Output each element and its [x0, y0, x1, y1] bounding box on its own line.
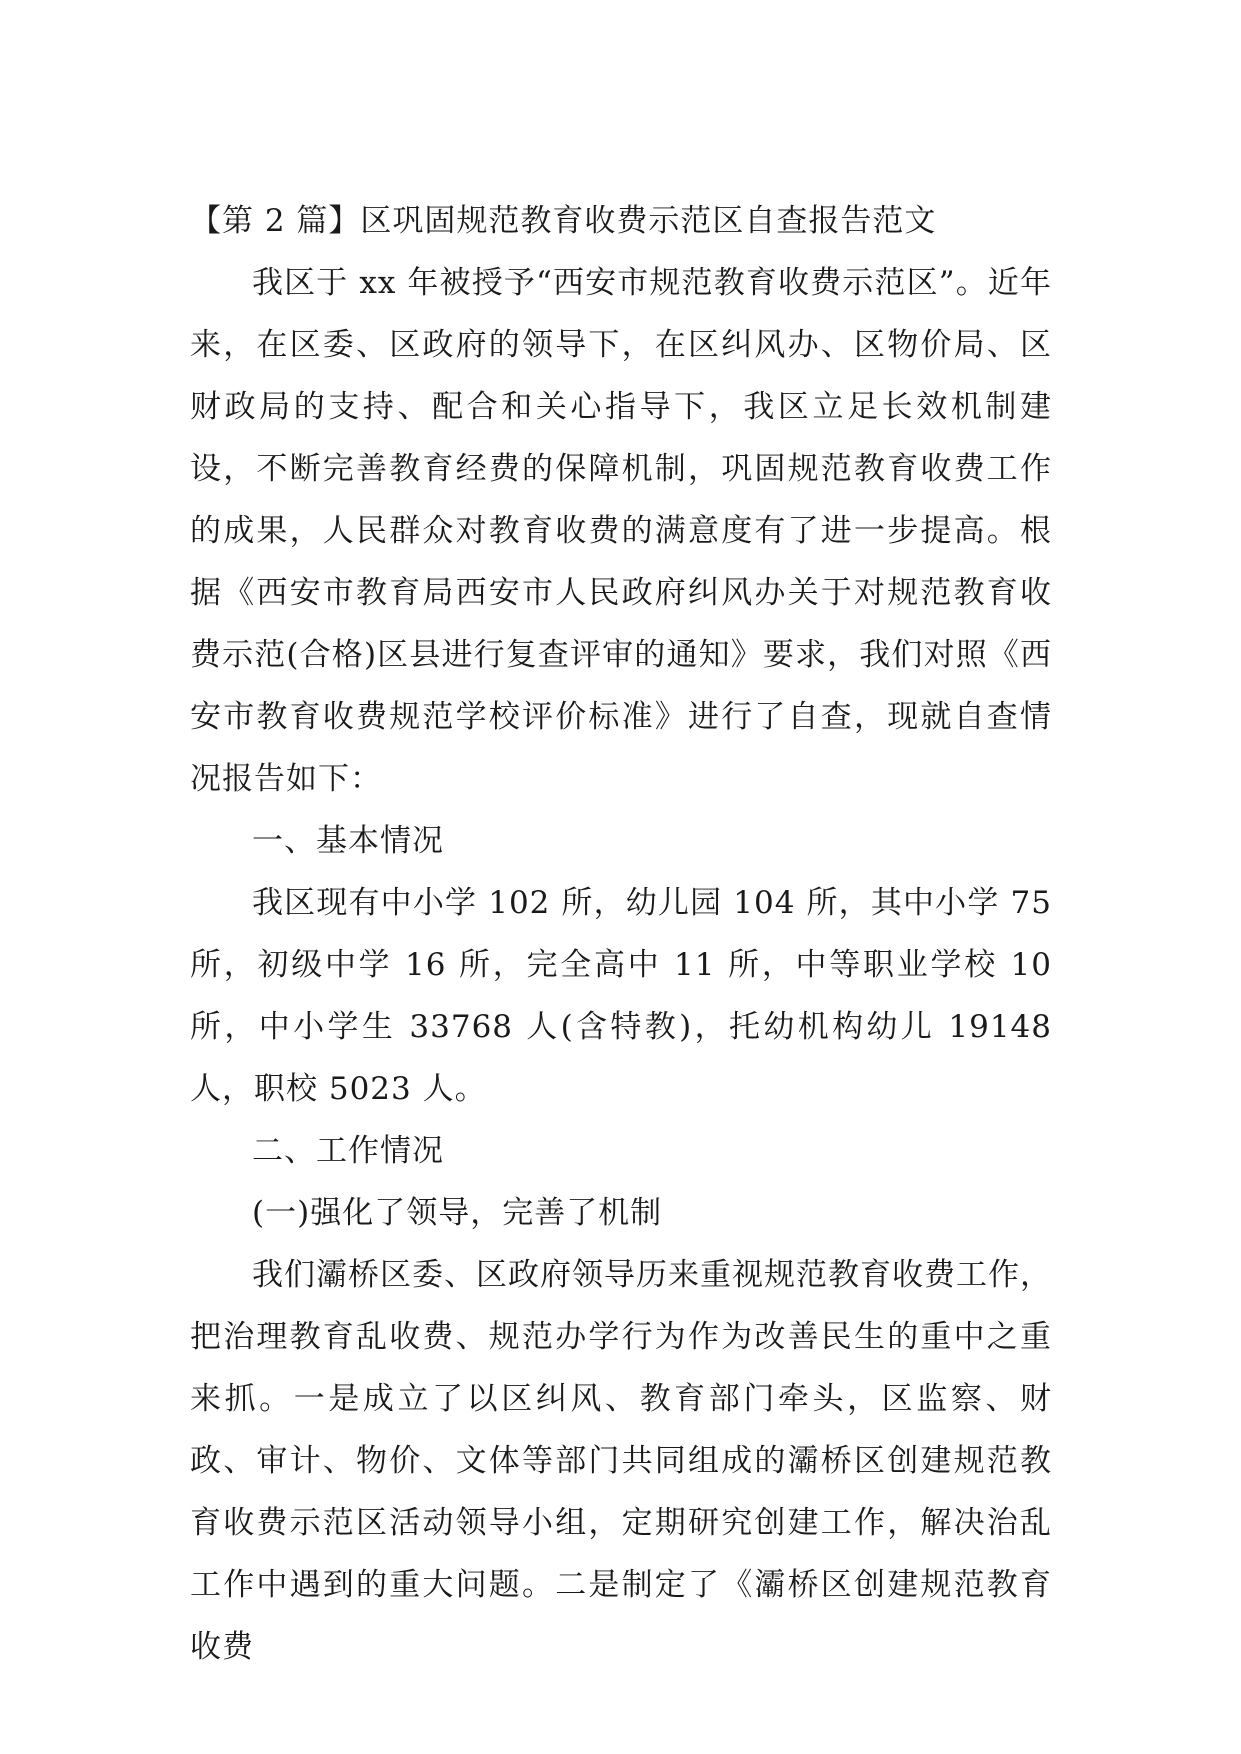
subsection-heading-leadership: (一)强化了领导，完善了机制	[252, 1195, 663, 1231]
section-heading-work: 二、工作情况	[252, 1133, 444, 1169]
basic-info-paragraph: 我区现有中小学 102 所，幼儿园 104 所，其中小学 75 所，初级中学 16 所，完全高中 11 所，中等职业学校 10 所，中小学生 33768 人(含特教)，托幼机构幼儿 19148 人，职校 5023 人。	[190, 885, 1052, 1107]
intro-paragraph: 我区于 xx 年被授予“西安市规范教育收费示范区”。近年来，在区委、区政府的领导下，在区纠风办、区物价局、区财政局的支持、配合和关心指导下，我区立足长效机制建设，不断完善教育经费的保障机制，巩固规范教育收费工作的成果，人民群众对教育收费的满意度有了进一步提高。根据《西安市教育局西安市人民政府纠风办关于对规范教育收费示范(合格)区县进行复查评审的通知》要求，我们对照《西安市教育收费规范学校评价标准》进行了自查，现就自查情况报告如下：	[190, 265, 1052, 797]
document-page	[190, 190, 1052, 1678]
document-title: 【第 2 篇】区巩固规范教育收费示范区自查报告范文	[190, 203, 937, 239]
section-heading-basic: 一、基本情况	[252, 823, 444, 859]
leadership-paragraph: 我们灞桥区委、区政府领导历来重视规范教育收费工作，把治理教育乱收费、规范办学行为作为改善民生的重中之重来抓。一是成立了以区纠风、教育部门牵头，区监察、财政、审计、物价、文体等部门共同组成的灞桥区创建规范教育收费示范区活动领导小组，定期研究创建工作，解决治乱工作中遇到的重大问题。二是制定了《灞桥区创建规范教育收费	[190, 1257, 1052, 1665]
